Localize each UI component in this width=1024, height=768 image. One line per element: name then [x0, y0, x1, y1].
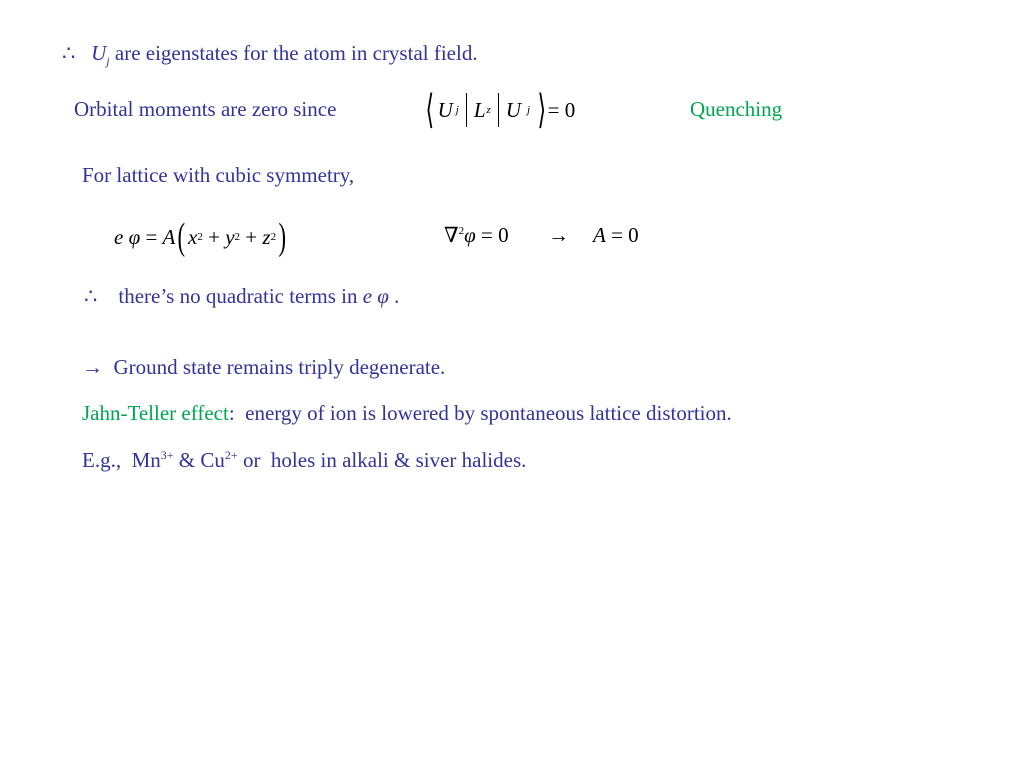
mn-charge: 3+ — [160, 448, 174, 462]
u-symbol: U — [91, 41, 107, 65]
laplace-rhs: = 0 — [481, 223, 509, 247]
result-rhs: = 0 — [611, 223, 639, 247]
mn-ion: Mn — [131, 448, 161, 472]
eq-x: x — [188, 224, 198, 249]
example-rest: or holes in alkali & siver halides. — [242, 448, 527, 472]
eq-coef-a: A — [162, 224, 176, 249]
laplace-phi: φ — [464, 223, 476, 247]
potential-equation: e φ = A ( x 2 + y 2 + z 2 ) — [114, 216, 287, 258]
ground-state-line — [82, 357, 445, 378]
quenching-label: Quenching — [690, 97, 783, 121]
no-quadratic-line — [84, 286, 399, 307]
u-subscript: j — [106, 54, 110, 68]
nabla-exp: 2 — [458, 225, 465, 237]
jahn-teller-colon: : — [228, 401, 235, 425]
quadratic-e: e — [362, 284, 373, 308]
therefore-symbol-2: ∴ — [84, 284, 98, 308]
right-paren: ) — [278, 216, 287, 258]
left-paren: ( — [177, 216, 186, 258]
eq-equals: = — [145, 224, 158, 249]
ket-bar — [498, 93, 499, 127]
left-angle-bracket: ⟨ — [425, 87, 435, 132]
eq-plus-2: + — [245, 224, 258, 249]
operator-symbol: L — [473, 97, 486, 122]
example-prefix: E.g., — [82, 448, 122, 472]
implies-arrow: → — [548, 223, 569, 247]
right-angle-bracket: ⟩ — [537, 87, 547, 132]
therefore-symbol: ∴ — [62, 41, 76, 65]
braket-rhs: = 0 — [547, 97, 576, 122]
example-line — [82, 450, 526, 471]
eq-z: z — [262, 224, 271, 249]
bra-bar — [466, 93, 467, 127]
quadratic-dot: . — [394, 284, 400, 308]
eigenstates-line — [62, 41, 478, 68]
eq-plus-1: + — [208, 224, 220, 249]
eq-y: y — [225, 224, 235, 249]
eq-e: e — [114, 224, 124, 249]
jahn-teller-term: Jahn-Teller effect — [82, 401, 229, 425]
cubic-symmetry-text: For lattice with cubic symmetry, — [82, 163, 355, 187]
cu-charge: 2+ — [224, 448, 238, 462]
laplace-equation — [444, 225, 509, 246]
eq-phi: φ — [128, 224, 141, 249]
bra-ket-expression: ⟨ U j L z U j ⟩ = 0 — [425, 87, 576, 132]
a-equals-zero — [593, 225, 639, 246]
nabla-symbol: ∇ — [444, 223, 459, 247]
quadratic-phi: φ — [377, 284, 389, 308]
ket-symbol: U — [505, 97, 521, 122]
ground-state-text: Ground state remains triply degenerate. — [113, 355, 446, 379]
orbital-moments-text: Orbital moments are zero since — [74, 97, 337, 121]
result-a: A — [593, 223, 606, 247]
jahn-teller-text: energy of ion is lowered by spontaneous lattice distortion. — [245, 401, 732, 425]
jahn-teller-line — [82, 403, 732, 424]
cu-ion: Cu — [200, 448, 225, 472]
bra-symbol: U — [437, 97, 453, 122]
eigenstates-text: are eigenstates for the atom in crystal field. — [114, 41, 478, 65]
no-quadratic-text: there’s no quadratic terms in — [118, 284, 358, 308]
ground-state-arrow: → — [82, 355, 103, 379]
amp-symbol: & — [178, 448, 196, 472]
